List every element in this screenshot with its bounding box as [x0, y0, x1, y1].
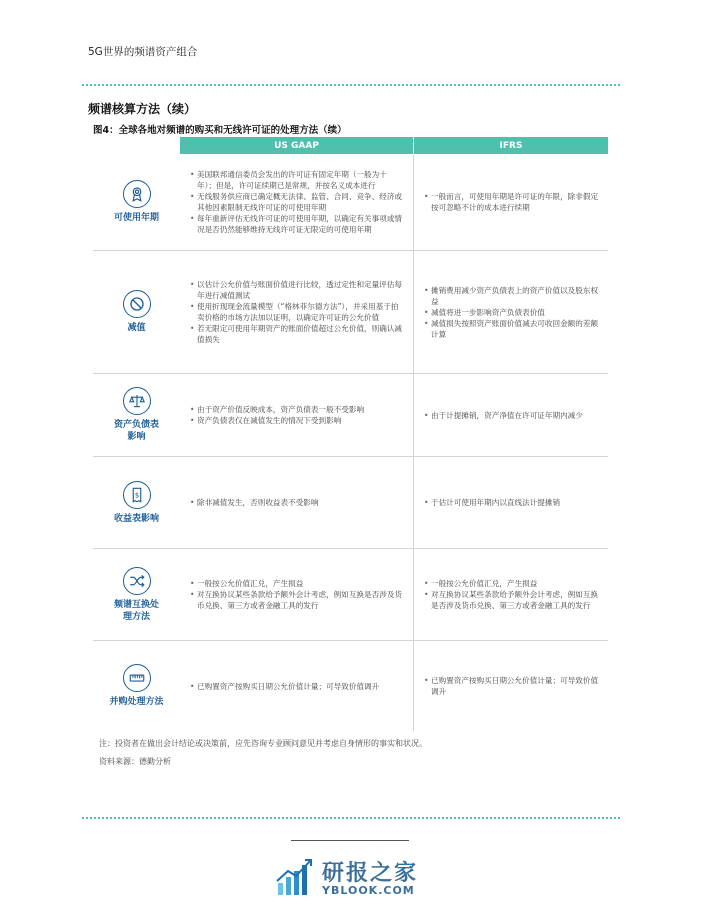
gaap-cell	[180, 374, 414, 456]
section-title: 频谱核算方法（续）	[88, 102, 197, 116]
bullet-item: • 一般按公允价值汇兑，产生损益	[190, 578, 405, 589]
bullet-item: • 减值损失按照资产账面价值减去可收回金额的差额计算	[424, 318, 600, 340]
bullet-item: • 若无限定可使用年期资产的账面价值超过公允价值，则确认减值损失	[190, 323, 405, 345]
shuffle-exchange-icon	[123, 567, 151, 595]
gaap-cell	[180, 457, 414, 548]
ifrs-cell	[414, 549, 608, 640]
ifrs-cell	[414, 641, 608, 731]
bullet-item: • 摊销费用减少资产负债表上的资产价值以及股东权益	[424, 285, 600, 307]
bullet-item: • 除非减值发生，否则收益表不受影响	[190, 497, 405, 508]
watermark-url: YBLOOK.COM	[322, 884, 415, 897]
table-row-balance-sheet	[93, 374, 608, 457]
bullet-item: • 资产负债表仅在减值发生的情况下受到影响	[190, 415, 405, 426]
bullet-item: • 以估计公允价值与账面价值进行比较，透过定性和定量评估每年进行减值测试	[190, 279, 405, 301]
bottom-divider	[82, 817, 620, 819]
footer-rule	[291, 840, 409, 841]
source-note: 资料来源：德勤分析	[99, 757, 171, 766]
bullet-item: • 于估计可使用年期内以直线法计提摊销	[424, 497, 600, 508]
ifrs-cell	[414, 251, 608, 373]
footnote: 注：投资者在做出会计结论或决策前，应先咨询专业顾问意见并考虑自身情形的事实和状况。	[99, 739, 427, 748]
ifrs-cell	[414, 154, 608, 250]
row-label: 收益表影响	[113, 513, 159, 524]
bullet-item: • 由于计提摊销，资产净值在许可证年期内减少	[424, 410, 600, 421]
prohibited-icon	[123, 290, 151, 318]
figure-title: 图4：全球各地对频谱的购买和无线许可证的处理方法（续）	[93, 125, 347, 136]
row-label: 资产负债表影响	[113, 420, 159, 442]
table-header	[93, 137, 608, 154]
gaap-cell	[180, 549, 414, 640]
bullet-item: • 已购置资产按购买日期公允价值计量；可导致价值调升	[190, 681, 405, 692]
gaap-cell	[180, 641, 414, 731]
row-label: 减值	[127, 323, 146, 333]
comparison-table	[93, 137, 608, 731]
award-ribbon-icon	[123, 180, 151, 208]
row-label: 并购处理方法	[109, 697, 164, 707]
ifrs-cell	[414, 457, 608, 548]
bullet-item: • 对互换协议某些条款给予额外会计考虑，例如互换是否涉及货币兑换、第三方或者金融工具的发行	[190, 589, 405, 611]
svg-text:$: $	[134, 490, 139, 499]
ifrs-cell	[414, 374, 608, 456]
bullet-item: • 减值将进一步影响资产负债表价值	[424, 307, 600, 318]
bullet-item: • 已购置资产按购买日期公允价值计量；可导致价值调升	[424, 675, 600, 697]
bullet-item: • 对互换协议某些条款给予额外会计考虑，例如互换是否涉及货币兑换、第三方或者金融工具的发行	[424, 589, 600, 611]
bullet-item: • 使用折现现金流量模型（“格林菲尔德方法”），并采用基于拍卖价格的市场方法加以证明，以确定许可证的公允价值	[190, 301, 405, 323]
bullet-item: • 一般按公允价值汇兑，产生损益	[424, 578, 600, 589]
column-header-us-gaap: US GAAP	[180, 137, 413, 154]
row-label: 可使用年期	[113, 213, 159, 223]
table-row-merger	[93, 641, 608, 731]
table-row-income-statement	[93, 457, 608, 549]
table-row-useful-life	[93, 154, 608, 251]
income-statement-icon	[123, 481, 151, 509]
balance-scale-icon	[123, 387, 151, 415]
bullet-item: • 无线服务供应商已确定概无法律、监管、合同、竞争、经济或其他因素限制无线许可证的可使用年期	[190, 191, 405, 213]
gaap-cell	[180, 251, 414, 373]
bullet-item: • 美国联邦通信委员会发出的许可证有固定年期（一般为十年）；但是，许可证续期已是常规，并按名义成本进行	[190, 169, 405, 191]
watermark-logo-icon	[276, 857, 314, 897]
column-header-ifrs: IFRS	[414, 137, 608, 154]
watermark-text: 研报之家	[322, 861, 419, 886]
table-row-spectrum-swap	[93, 549, 608, 641]
row-label: 频谱互换处理方法	[113, 599, 159, 622]
bullet-item: • 由于资产价值反映成本，资产负债表一般不受影响	[190, 404, 405, 415]
bullet-item: • 一般而言，可使用年期是许可证的年限，除非假定按可忽略不计的成本进行续期	[424, 191, 600, 213]
table-row-impairment	[93, 251, 608, 374]
document-header: 5G世界的频谱资产组合	[88, 46, 198, 58]
ruler-icon	[123, 664, 151, 692]
gaap-cell	[180, 154, 414, 250]
top-divider	[82, 84, 620, 86]
bullet-item: • 每年重新评估无线许可证的可使用年期，以确定有关事项或情况是否仍然能够维持无线许可证无限定的可使用年期	[190, 213, 405, 235]
